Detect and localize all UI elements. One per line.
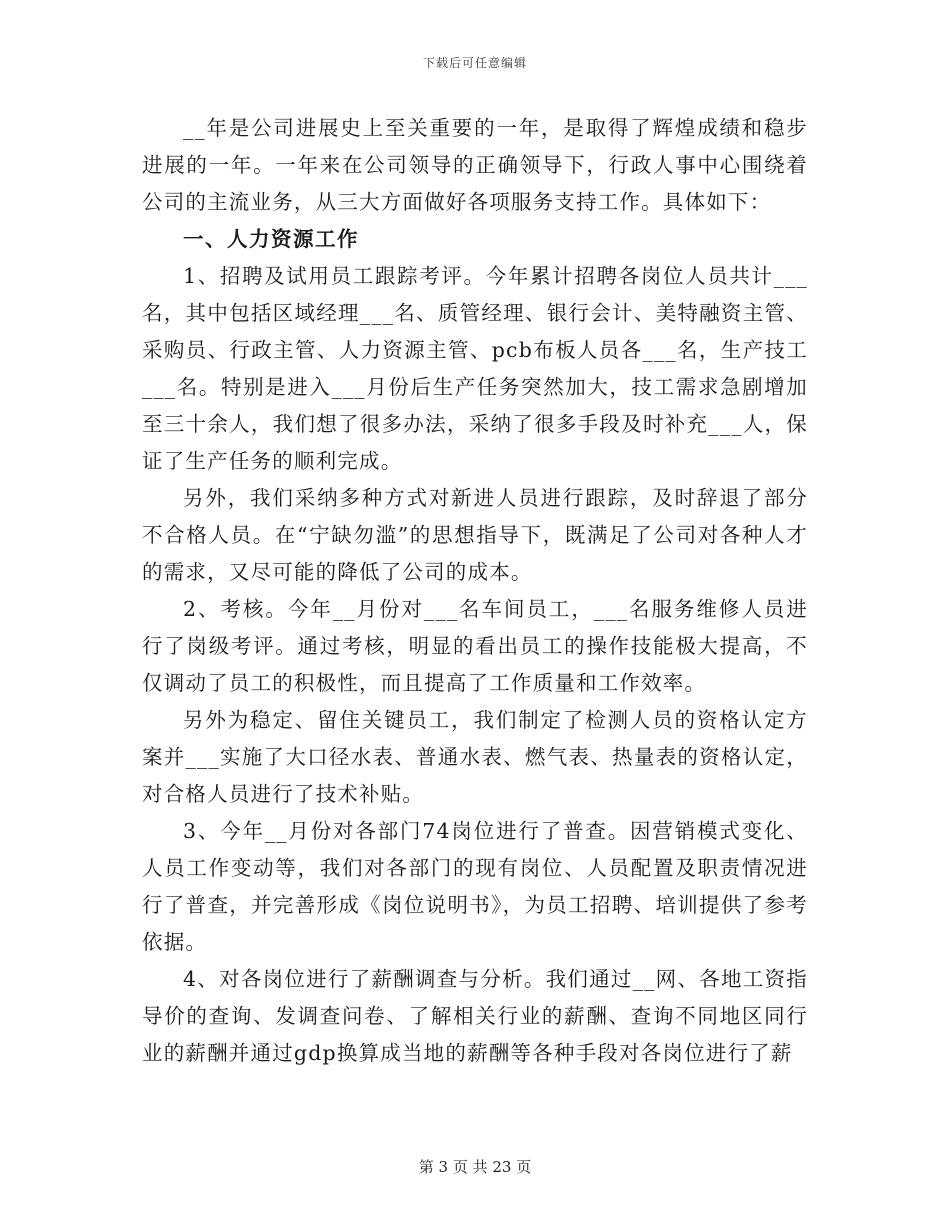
page-number: 第 3 页 共 23 页: [418, 1158, 532, 1176]
header-note: 下载后可任意编辑: [422, 56, 527, 70]
paragraph-recruitment: 1、招聘及试用员工跟踪考评。今年累计招聘各岗位人员共计___名，其中包括区域经理___名、质管经理、银行会计、美特融资主管、采购员、行政主管、人力资源主管、pcb布板人员各___名，生产技工___名。特别是进入___月份后生产任务突然加大，技工需求急剧增加至三十余人，我们想了很多办法，采纳了很多手段及时补充___人，保证了生产任务的顺利完成。: [142, 264, 808, 473]
paragraph-assessment: 2、考核。今年__月份对___名车间员工，___名服务维修人员进行了岗级考评。通过考核，明显的看出员工的操作技能极大提高，不仅调动了员工的积极性，而且提高了工作质量和工作效率。: [142, 597, 808, 695]
paragraph-retention: 另外为稳定、留住关键员工，我们制定了检测人员的资格认定方案并___实施了大口径水表、普通水表、燃气表、热量表的资格认定，对合格人员进行了技术补贴。: [142, 708, 808, 806]
intro-paragraph: __年是公司进展史上至关重要的一年，是取得了辉煌成绩和稳步进展的一年。一年来在公司领导的正确领导下，行政人事中心围绕着公司的主流业务，从三大方面做好各项服务支持工作。具体如下：: [142, 116, 808, 214]
document-body: [142, 110, 808, 1072]
paragraph-position-survey: 3、今年__月份对各部门74岗位进行了普查。因营销模式变化、人员工作变动等，我们对各部门的现有岗位、人员配置及职责情况进行了普查，并完善形成《岗位说明书》，为员工招聘、培训提供了参考依据。: [142, 819, 808, 954]
paragraph-tracking: 另外，我们采纳多种方式对新进人员进行跟踪，及时辞退了部分不合格人员。在“宁缺勿滥”的思想指导下，既满足了公司对各种人才的需求，又尽可能的降低了公司的成本。: [142, 486, 808, 584]
section-heading-hr: 一、人力资源工作: [183, 227, 359, 251]
paragraph-salary-survey: 4、对各岗位进行了薪酬调查与分析。我们通过__网、各地工资指导价的查询、发调查问卷、了解相关行业的薪酬、查询不同地区同行业的薪酬并通过gdp换算成当地的薪酬等各种手段对各岗位进行了薪: [142, 967, 808, 1065]
